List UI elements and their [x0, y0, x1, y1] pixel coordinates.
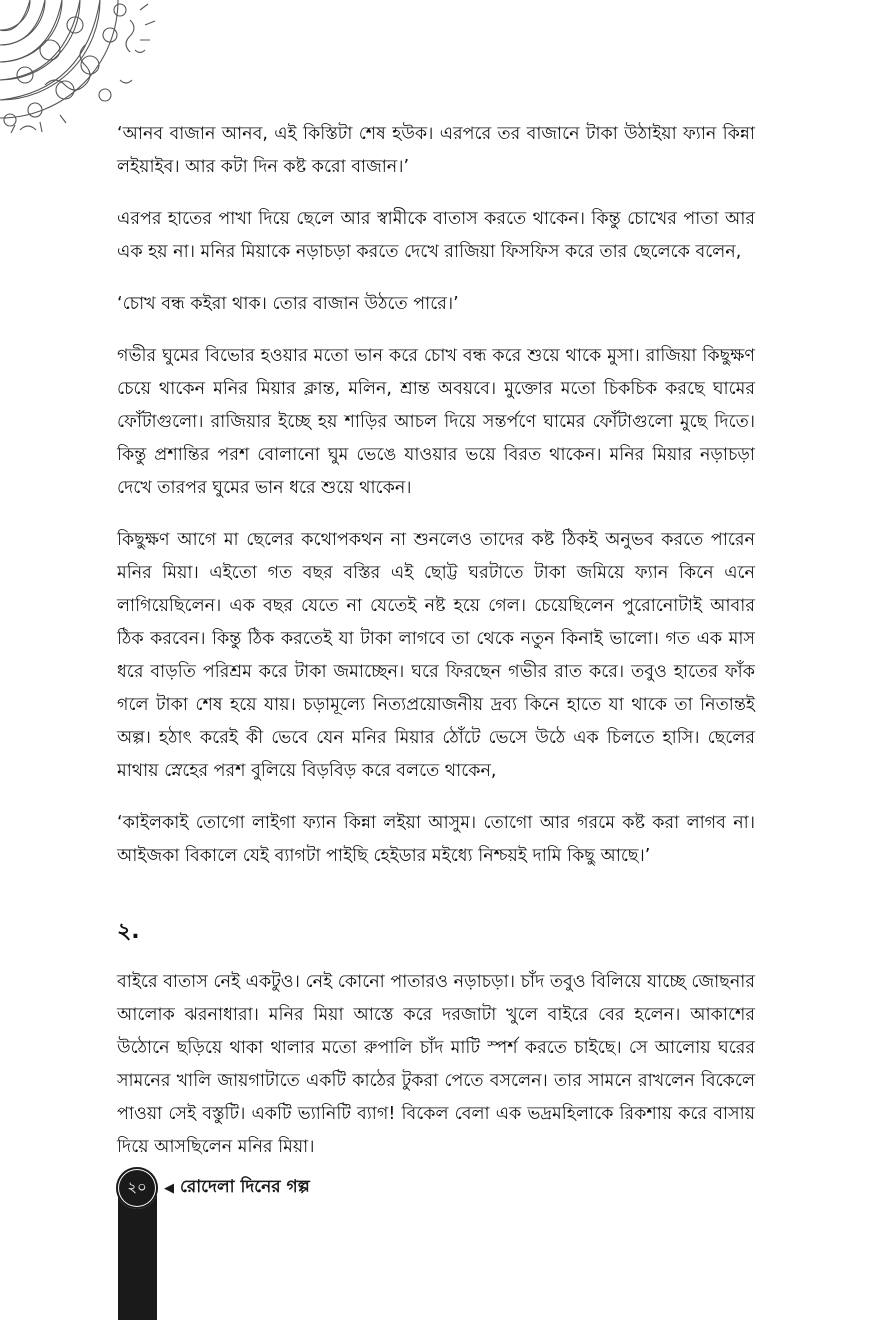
paragraph: ‘আনব বাজান আনব, এই কিস্তিটা শেষ হউক। এরপরে তর বাজানে টাকা উঠাইয়া ফ্যান কিন্না লইয়াইব। আর কটা দিন কষ্ট করো বাজান।’	[117, 124, 755, 177]
paragraph: ‘কাইলকাই তোগো লাইগা ফ্যান কিন্না লইয়া আসুম। তোগো আর গরমে কষ্ট করা লাগব না। আইজকা বিকালে যেই ব্যাগটা পাইছি হেইডার মইধ্যে নিশ্চয়ই দামি কিছু আছে।’	[117, 813, 755, 866]
section-number: ২.	[117, 919, 140, 944]
left-triangle-icon: ◀	[164, 1181, 174, 1196]
paragraph: কিছুক্ষণ আগে মা ছেলের কথোপকথন না শুনলেও তাদের কষ্ট ঠিকই অনুভব করতে পারেন মনির মিয়া। এইতো গত বছর বস্তির এই ছোট্ট ঘরটাতে টাকা জমিয়ে ফ্যান কিনে এনে লাগিয়েছিলেন। এক বছর যেতে না যেতেই নষ্ট হয়ে গেল। চেয়েছিলেন পুরোনোটাই আবার ঠিক করবেন। কিন্তু ঠিক করতেই যা টাকা লাগবে তা থেকে নতুন কিনাই ভালো। গত এক মাস ধরে বাড়তি পরিশ্রম করে টাকা জমাচ্ছেন। ঘরে ফিরছেন গভীর রাত করে। তবুও হাতের ফাঁক গলে টাকা শেষ হয়ে যায়। চড়ামূল্যে নিত্যপ্রয়োজনীয় দ্রব্য কিনে হাতে যা থাকে তা নিতান্তই অল্প। হঠাৎ করেই কী ভেবে যেন মনির মিয়ার ঠোঁটে ভেসে উঠে এক চিলতে হাসি। ছেলের মাথায় স্নেহের পরশ বুলিয়ে বিড়বিড় করে বলতে থাকেন,	[117, 530, 755, 781]
paragraph: এরপর হাতের পাখা দিয়ে ছেলে আর স্বামীকে বাতাস করতে থাকেন। কিন্তু চোখের পাতা আর এক হয় না। মনির মিয়াকে নড়াচড়া করতে দেখে রাজিয়া ফিসফিস করে তার ছেলেকে বলেন,	[117, 209, 755, 262]
paragraph: গভীর ঘুমের বিভোর হওয়ার মতো ভান করে চোখ বন্ধ করে শুয়ে থাকে মুসা। রাজিয়া কিছুক্ষণ চেয়ে থাকেন মনির মিয়ার ক্লান্ত, মলিন, শ্রান্ত অবয়বে। মুক্তোর মতো চিকচিক করছে ঘামের ফোঁটাগুলো। রাজিয়ার ইচ্ছে হয় শাড়ির আচল দিয়ে সন্তর্পণে ঘামের ফোঁটাগুলো মুছে দিতে। কিন্তু প্রশান্তির পরশ বোলানো ঘুম ভেঙে যাওয়ার ভয়ে বিরত থাকেন। মনির মিয়ার নড়াচড়া দেখে তারপর ঘুমের ভান ধরে শুয়ে থাকেন।	[117, 346, 755, 498]
page-number: ২০	[116, 1167, 158, 1209]
paragraph: ‘চোখ বন্ধ কইরা থাক। তোর বাজান উঠতে পারে।’	[117, 294, 459, 314]
book-title: রোদেলা দিনের গল্প	[180, 1177, 310, 1197]
page-body	[117, 118, 755, 1183]
paragraph: বাইরে বাতাস নেই একটুও। নেই কোনো পাতারও নড়াচড়া। চাঁদ তবুও বিলিয়ে যাচ্ছে জোছনার আলোক ঝরনাধারা। মনির মিয়া আস্তে করে দরজাটা খুলে বাইরে বের হলেন। আকাশের উঠোনে ছড়িয়ে থাকা থালার মতো রুপালি চাঁদ মাটি স্পর্শ করতে চাইছে। সে আলোয় ঘরের সামনের খালি জায়গাটাতে একটি কাঠের টুকরা পেতে বসলেন। তার সামনে রাখলেন বিকেলে পাওয়া সেই বস্তুটি। একটি ভ্যানিটি ব্যাগ! বিকেল বেলা এক ভদ্রমহিলাকে রিকশায় করে বাসায় দিয়ে আসছিলেন মনির মিয়া।	[117, 972, 755, 1157]
